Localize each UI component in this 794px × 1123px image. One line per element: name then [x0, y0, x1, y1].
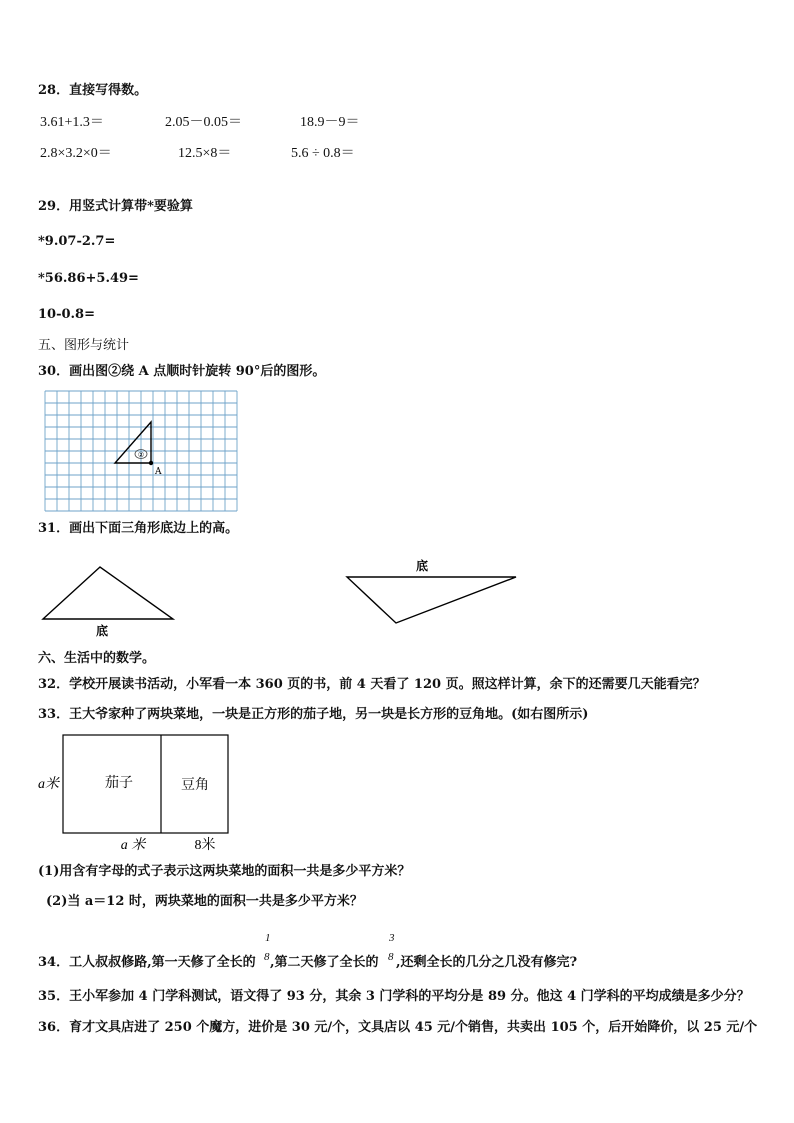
- q29-item-1: *9.07-2.7=: [38, 234, 116, 249]
- q28-item-1: 3.61+1.3＝: [40, 115, 104, 130]
- q36-text: 36．育才文具店进了 250 个魔方，进价是 30 元/个，文具店以 45 元/个销售，共卖出 105 个，后开始降价，以 25 元/个: [38, 1020, 758, 1035]
- vegetable-plots-figure: [36, 733, 236, 853]
- point-a-dot: [149, 461, 153, 465]
- bottom-length-a-label: a 米: [120, 838, 146, 853]
- rotation-grid-figure: [44, 390, 240, 508]
- q33-text: 33．王大爷家种了两块菜地，一块是正方形的茄子地，另一块是长方形的豆角地。(如右图所示): [38, 707, 589, 722]
- triangle-2-figure: [343, 555, 523, 627]
- q28-item-6: 5.6 ÷ 0.8＝: [291, 146, 355, 161]
- eggplant-plot-label: 茄子: [105, 775, 133, 791]
- q34-part1: 34．工人叔叔修路,第一天修了全长的: [38, 955, 256, 970]
- triangle-1-figure: [40, 562, 180, 642]
- q28-title: 28．直接写得数。: [38, 83, 148, 98]
- q28-item-2: 2.05－0.05＝: [165, 115, 242, 130]
- side-length-label: a米: [38, 777, 59, 792]
- bottom-length-8-label: 8米: [194, 838, 216, 853]
- q34-fraction-2-numerator: 3: [389, 932, 395, 944]
- q34-fraction-1-denominator: 8: [264, 951, 270, 963]
- shape-2-label: ②: [137, 451, 145, 459]
- point-a-label: A: [155, 467, 162, 477]
- q29-title: 29．用竖式计算带*要验算: [38, 199, 193, 214]
- q31-title: 31．画出下面三角形底边上的高。: [38, 521, 239, 536]
- triangle-2-base-label: 底: [415, 559, 429, 573]
- section-5-heading: 五、图形与统计: [38, 338, 130, 353]
- q30-title: 30．画出图②绕 A 点顺时针旋转 90°后的图形。: [38, 364, 326, 379]
- q34-fraction-2-denominator: 8: [388, 951, 394, 963]
- q29-item-2: *56.86+5.49=: [38, 271, 139, 286]
- triangle-1-base-label: 底: [95, 624, 109, 638]
- q35-text: 35．王小军参加 4 门学科测试，语文得了 93 分，其余 3 门学科的平均分是 89 分。他这 4 门学科的平均成绩是多少分？: [38, 989, 750, 1004]
- q34-part3: ,还剩全长的几分之几没有修完?: [396, 955, 578, 970]
- q29-item-3: 10-0.8=: [38, 307, 95, 322]
- q32-text: 32．学校开展读书活动，小军看一本 360 页的书，前 4 天看了 120 页。照这样计算，余下的还需要几天能看完？: [38, 677, 706, 692]
- q34-part2: ,第二天修了全长的: [270, 955, 379, 970]
- q33-sub2: (2)当 a＝12 时，两块菜地的面积一共是多少平方米？: [46, 894, 363, 909]
- bean-plot-label: 豆角: [181, 777, 209, 793]
- q28-item-4: 2.8×3.2×0＝: [40, 146, 112, 161]
- section-6-heading: 六、生活中的数学。: [38, 651, 156, 666]
- q34-fraction-1-numerator: 1: [265, 932, 271, 944]
- q28-item-5: 12.5×8＝: [178, 146, 232, 161]
- q33-sub1: (1)用含有字母的式子表示这两块菜地的面积一共是多少平方米？: [38, 864, 411, 879]
- q28-item-3: 18.9－9＝: [300, 115, 360, 130]
